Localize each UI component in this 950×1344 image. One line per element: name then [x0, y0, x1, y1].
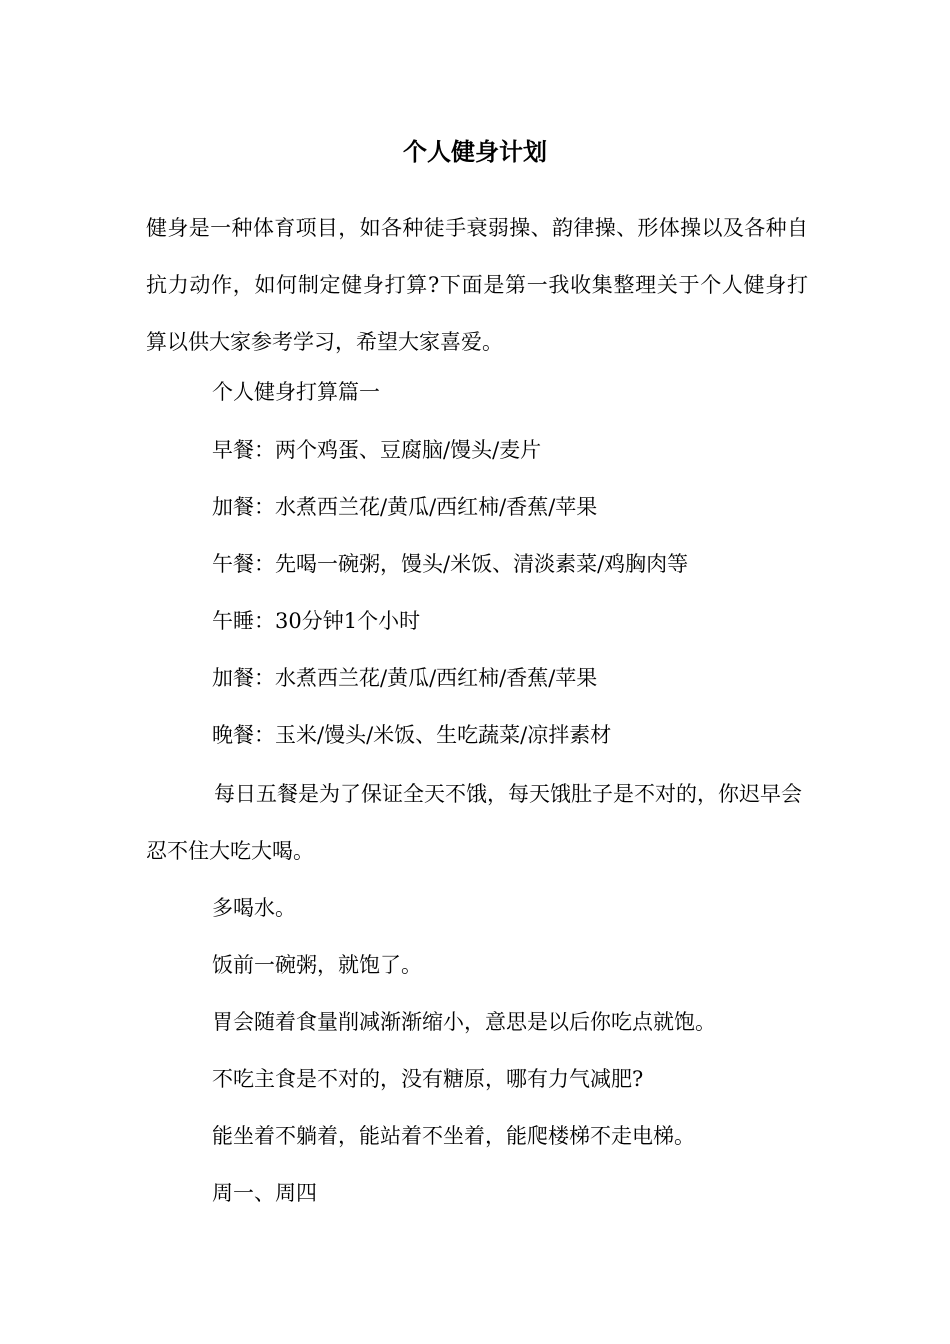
meal-snack-morning: 加餐：水煮西兰花/黄瓜/西红柿/香蕉/苹果 — [212, 495, 598, 519]
tip-item: 胃会随着食量削减渐渐缩小，意思是以后你吃点就饱。 — [212, 1010, 716, 1034]
tip-item: 能坐着不躺着，能站着不坐着，能爬楼梯不走电梯。 — [212, 1124, 695, 1148]
meal-nap: 午睡：30分钟1个小时 — [212, 609, 421, 633]
meal-snack-afternoon: 加餐：水煮西兰花/黄瓜/西红柿/香蕉/苹果 — [212, 666, 598, 690]
meal-lunch: 午餐：先喝一碗粥，馒头/米饭、清淡素菜/鸡胸肉等 — [212, 552, 689, 576]
document-title: 个人健身计划 — [403, 137, 547, 166]
tip-item: 不吃主食是不对的，没有糖原，哪有力气减肥? — [212, 1067, 644, 1091]
tip-item: 多喝水。 — [212, 896, 296, 920]
section-heading: 个人健身打算篇一 — [212, 380, 380, 404]
five-meals-paragraph: 每日五餐是为了保证全天不饿，每天饿肚子是不对的，你迟早会忍不住大吃大喝。 — [146, 782, 802, 863]
tip-item: 饭前一碗粥，就饱了。 — [212, 953, 422, 977]
meal-breakfast: 早餐：两个鸡蛋、豆腐脑/馒头/麦片 — [212, 438, 542, 462]
intro-paragraph: 健身是一种体育项目，如各种徒手衰弱操、韵律操、形体操以及各种自抗力动作，如何制定健身打算?下面是第一我收集整理关于个人健身打算以供大家参考学习，希望大家喜爱。 — [146, 216, 808, 354]
meal-dinner: 晚餐：玉米/馒头/米饭、生吃蔬菜/凉拌素材 — [212, 723, 612, 747]
schedule-heading: 周一、周四 — [212, 1181, 317, 1205]
